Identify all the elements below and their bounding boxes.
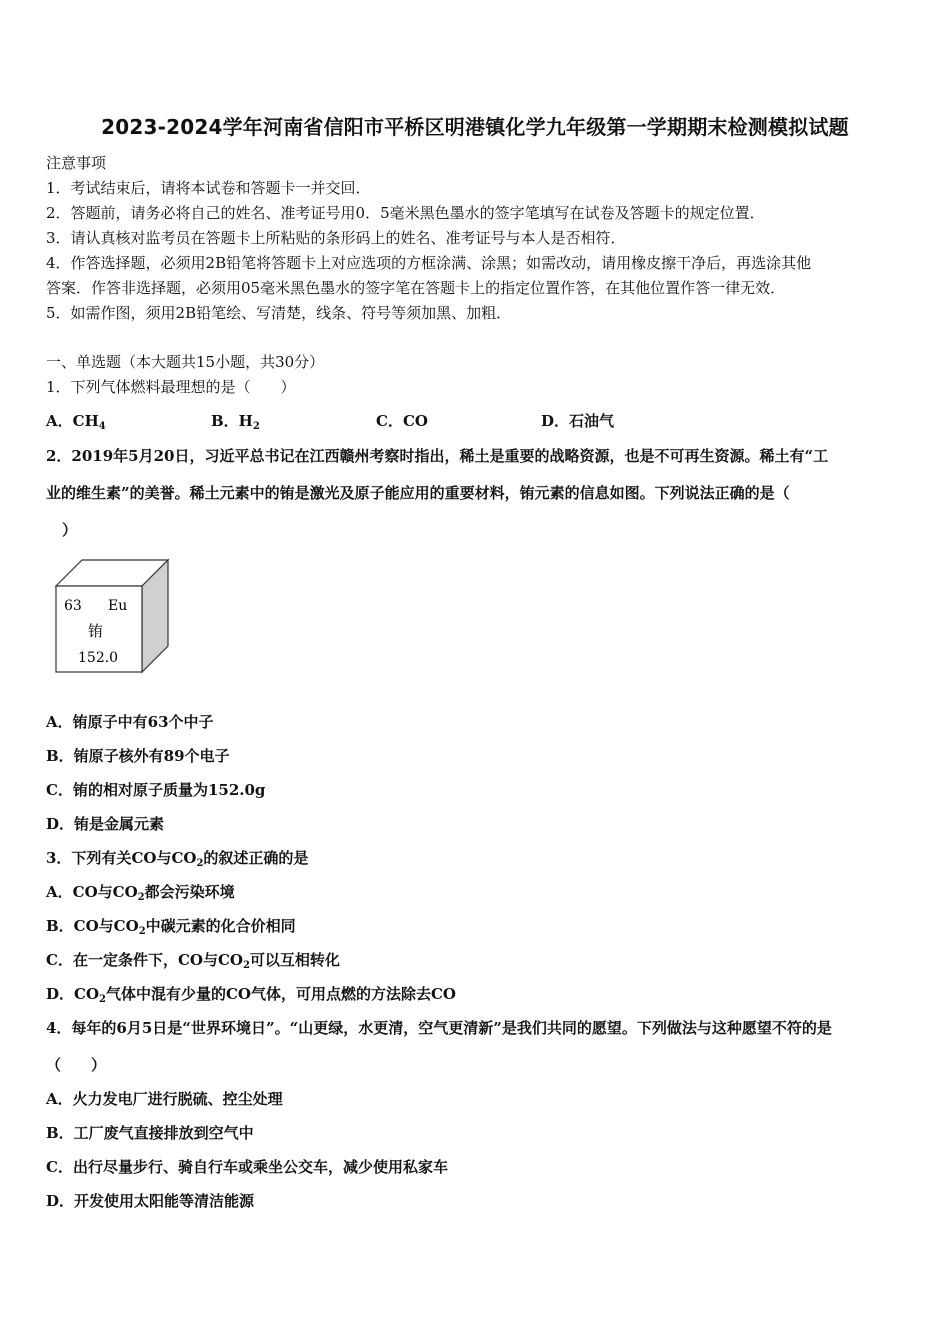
- q2-option-b: B．铕原子核外有89个电子: [46, 747, 230, 765]
- element-symbol: Eu: [108, 598, 128, 614]
- notice-item-2: 2．答题前，请务必将自己的姓名、准考证号用0．5毫米黑色墨水的签字笔填写在试卷及答题卡的规定位置．: [46, 204, 765, 222]
- notice-item-5: 5．如需作图，须用2B铅笔绘、写清楚，线条、符号等须加黑、加粗．: [46, 304, 512, 322]
- q3-option-b: B．CO与$CO_2$中碳元素的化合价相同: [46, 917, 296, 937]
- notice-heading: 注意事项: [46, 154, 107, 172]
- q1-option-b: B．$H_2$: [211, 412, 260, 432]
- q1-option-d: D．石油气: [541, 412, 615, 430]
- q4-stem-line2: （ ）: [46, 1056, 107, 1074]
- notice-item-3: 3．请认真核对监考员在答题卡上所粘贴的条形码上的姓名、准考证号与本人是否相符．: [46, 229, 626, 247]
- element-card-europium: [52, 556, 174, 676]
- notice-item-1: 1．考试结束后，请将本试卷和答题卡一并交回．: [46, 179, 371, 197]
- atomic-mass: 152.0: [78, 650, 119, 666]
- q4-option-c: C．出行尽量步行、骑自行车或乘坐公交车，减少使用私家车: [46, 1158, 448, 1176]
- q3-option-c: C．在一定条件下，CO与$CO_2$可以互相转化: [46, 951, 340, 971]
- q1-stem: 1．下列气体燃料最理想的是（ ）: [46, 378, 296, 396]
- q3-stem: 3．下列有关CO与$CO_2$的叙述正确的是: [46, 849, 309, 869]
- q3-option-a: A．CO与$CO_2$都会污染环境: [46, 883, 235, 903]
- q2-option-a: A．铕原子中有63个中子: [46, 713, 214, 731]
- page-title: 2023-2024学年河南省信阳市平桥区明港镇化学九年级第一学期期末检测模拟试题: [101, 115, 849, 139]
- element-name: 铕: [88, 622, 104, 640]
- q2-option-c: C．铕的相对原子质量为152.0g: [46, 781, 266, 799]
- q4-option-a: A．火力发电厂进行脱硫、控尘处理: [46, 1090, 283, 1108]
- notice-item-4: 4．作答选择题，必须用2B铅笔将答题卡上对应选项的方框涂满、涂黑；如需改动，请用橡皮擦干净后，再选涂其他: [46, 254, 812, 272]
- notice-item-4-cont: 答案．作答非选择题，必须用05毫米黑色墨水的签字笔在答题卡上的指定位置作答，在其他位置作答一律无效．: [46, 279, 786, 297]
- q2-stem-line1: 2．2019年5月20日，习近平总书记在江西赣州考察时指出，稀土是重要的战略资源，也是不可再生资源。稀土有“工: [46, 447, 829, 465]
- q4-option-d: D．开发使用太阳能等清洁能源: [46, 1192, 255, 1210]
- q4-option-b: B．工厂废气直接排放到空气中: [46, 1124, 254, 1142]
- section-heading: 一、单选题（本大题共15小题，共30分）: [46, 353, 325, 371]
- q1-option-c: C．CO: [376, 412, 428, 430]
- q2-option-d: D．铕是金属元素: [46, 815, 165, 833]
- q2-stem-line3: ）: [62, 521, 78, 539]
- q4-stem-line1: 4．每年的6月5日是“世界环境日”。“山更绿，水更清，空气更清新”是我们共同的愿望。下列做法与这种愿望不符的是: [46, 1019, 832, 1037]
- q3-option-d: D．$CO_2$气体中混有少量的CO气体，可用点燃的方法除去CO: [46, 985, 456, 1005]
- q1-option-a: A．$CH_4$: [46, 412, 106, 432]
- atomic-number: 63: [64, 598, 82, 614]
- q2-stem-line2: 业的维生素”的美誉。稀土元素中的铕是激光及原子能应用的重要材料，铕元素的信息如图。下列说法正确的是（: [46, 484, 790, 502]
